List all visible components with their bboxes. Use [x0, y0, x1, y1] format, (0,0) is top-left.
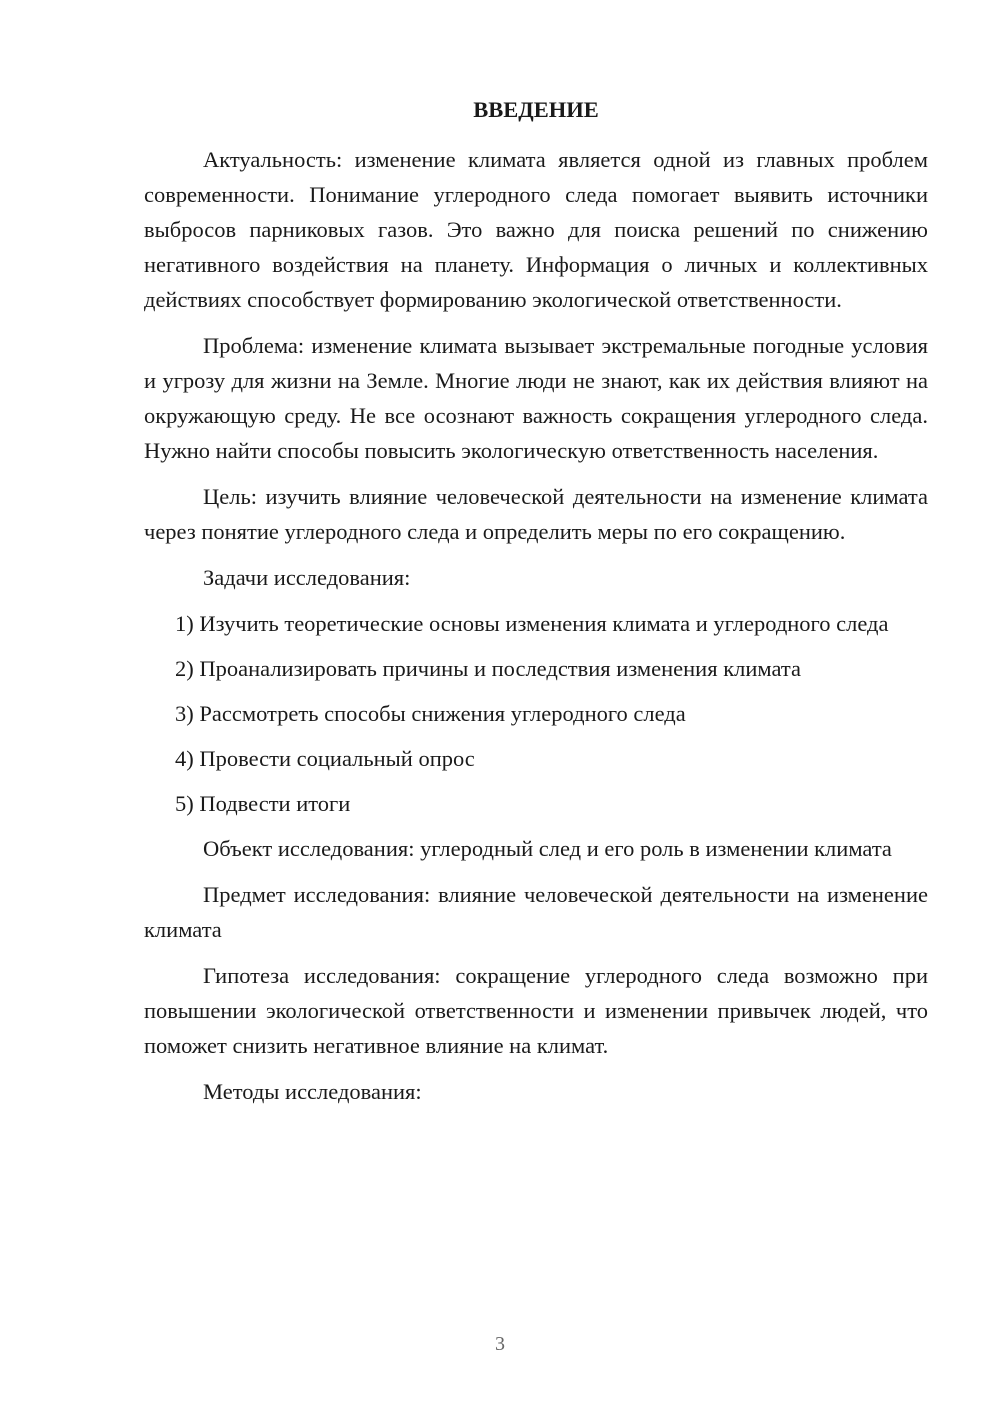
- task-item-5: 5) Подвести итоги: [175, 791, 351, 816]
- page-number: 3: [495, 1333, 505, 1355]
- relevance-paragraph: Актуальность: изменение климата является одной из главных проблем современности. Понимание углеродного следа помогает выявить источники выбросов парниковых газов. Это важно для поиска решений по снижению негативного воздействия на планету. Информация о личных и коллективных действиях способствует формированию экологической ответственности.: [144, 147, 928, 312]
- methods-heading: Методы исследования:: [203, 1079, 422, 1104]
- task-item-1: 1) Изучить теоретические основы изменения климата и углеродного следа: [175, 611, 889, 636]
- task-item-2: 2) Проанализировать причины и последствия изменения климата: [175, 656, 801, 681]
- goal-paragraph: Цель: изучить влияние человеческой деятельности на изменение климата через понятие углеродного следа и определить меры по его сокращению.: [144, 484, 928, 544]
- object-paragraph: Объект исследования: углеродный след и его роль в изменении климата: [203, 836, 892, 861]
- tasks-list: [144, 606, 928, 821]
- document-body: [144, 92, 928, 1120]
- hypothesis-paragraph: Гипотеза исследования: сокращение углеродного следа возможно при повышении экологической ответственности и изменении привычек людей, что поможет снизить негативное влияние на климат.: [144, 963, 928, 1058]
- task-item-3: 3) Рассмотреть способы снижения углеродного следа: [175, 701, 686, 726]
- section-title: ВВЕДЕНИЕ: [473, 97, 599, 122]
- tasks-heading: Задачи исследования:: [203, 565, 411, 590]
- problem-paragraph: Проблема: изменение климата вызывает экстремальные погодные условия и угрозу для жизни на Земле. Многие люди не знают, как их действия влияют на окружающую среду. Не все осознают важность сокращения углеродного следа. Нужно найти способы повысить экологическую ответственность населения.: [144, 333, 928, 463]
- subject-paragraph: Предмет исследования: влияние человеческой деятельности на изменение климата: [144, 882, 928, 942]
- task-item-4: 4) Провести социальный опрос: [175, 746, 475, 771]
